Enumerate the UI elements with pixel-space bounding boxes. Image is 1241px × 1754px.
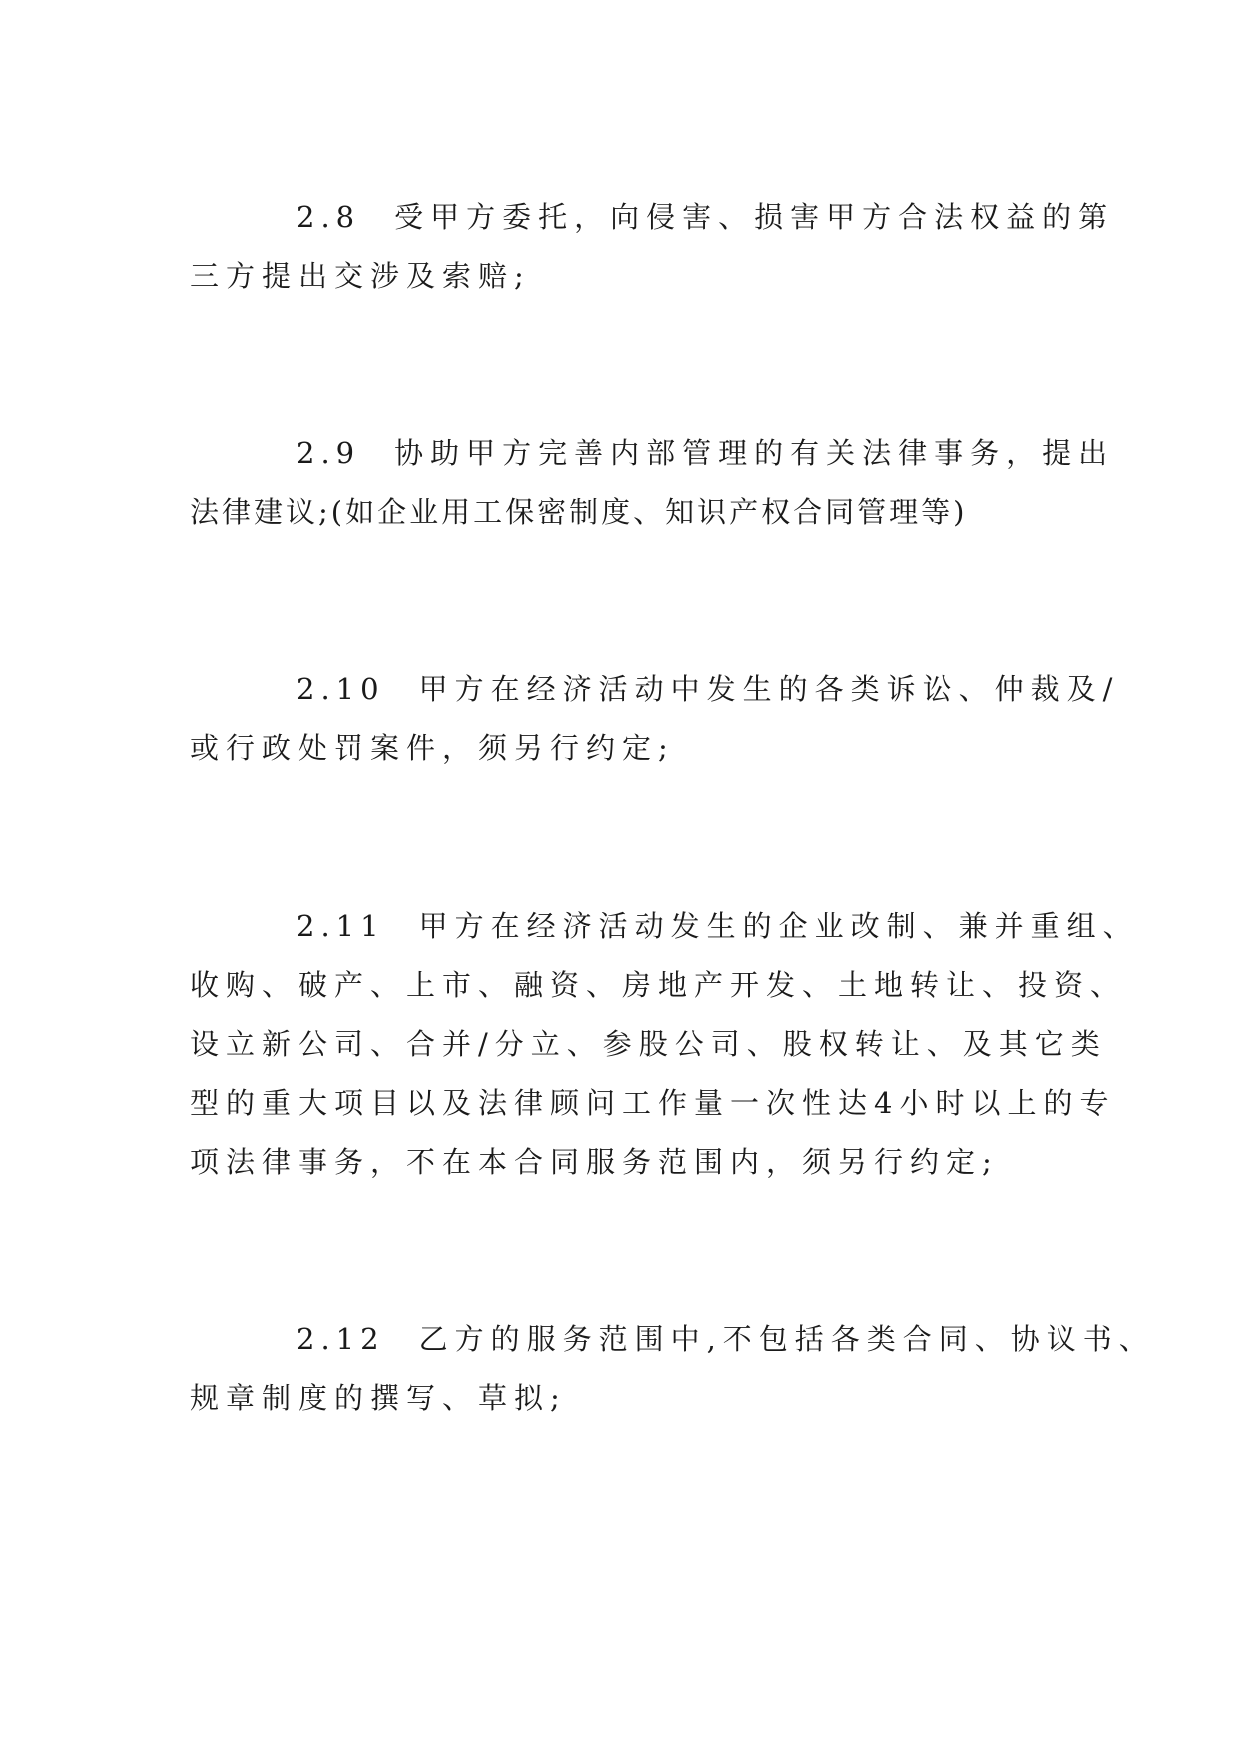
clause-line [190,247,1060,306]
clause-2-8 [190,188,1115,306]
clause-number: 2.8 [296,200,361,234]
clause-number: 2.9 [296,436,361,470]
clause-text: 型的重大项目以及法律顾问工作量一次性达4小时以上的专 [190,1086,1116,1120]
clause-text: 受甲方委托，向侵害、损害甲方合法权益的第 [394,200,1115,234]
clause-text: 收购、破产、上市、融资、房地产开发、土地转让、投资、 [190,968,1127,1002]
clause-number: 2.12 [296,1322,385,1356]
clause-line [190,897,1139,956]
clause-text: 三方提出交涉及索赔; [190,259,531,293]
clause-line [190,956,1127,1015]
clause-line [190,188,1115,247]
clause-line [190,1310,1155,1369]
clause-text: 乙方的服务范围中,不包括各类合同、协议书、 [418,1322,1155,1356]
clause-text: 甲方在经济活动发生的企业改制、兼并重组、 [418,909,1139,943]
clause-number: 2.10 [296,672,385,706]
clause-text: 甲方在经济活动中发生的各类诉讼、仲裁及/ [418,672,1120,706]
clause-line [190,424,1115,483]
clause-text: 设立新公司、合并/分立、参股公司、股权转让、及其它类 [190,1027,1107,1061]
clause-text: 规章制度的撰写、草拟; [190,1381,567,1415]
clause-line [190,719,1060,778]
clause-text: 项法律事务，不在本合同服务范围内，须另行约定; [190,1145,999,1179]
clause-text: 法律建议;(如企业用工保密制度、知识产权合同管理等) [190,495,968,529]
clause-line [190,1074,1116,1133]
clause-text: 协助甲方完善内部管理的有关法律事务，提出 [394,436,1115,470]
clause-line [190,1015,1107,1074]
clause-2-11 [190,897,1139,1192]
clause-2-12 [190,1310,1155,1428]
clause-number: 2.11 [296,909,385,943]
clause-2-9 [190,424,1115,542]
clause-2-10 [190,660,1120,778]
clause-line [190,1133,1060,1192]
clause-line [190,660,1120,719]
clause-line [190,483,1060,542]
clause-text: 或行政处罚案件，须另行约定; [190,731,675,765]
clause-line [190,1369,1060,1428]
